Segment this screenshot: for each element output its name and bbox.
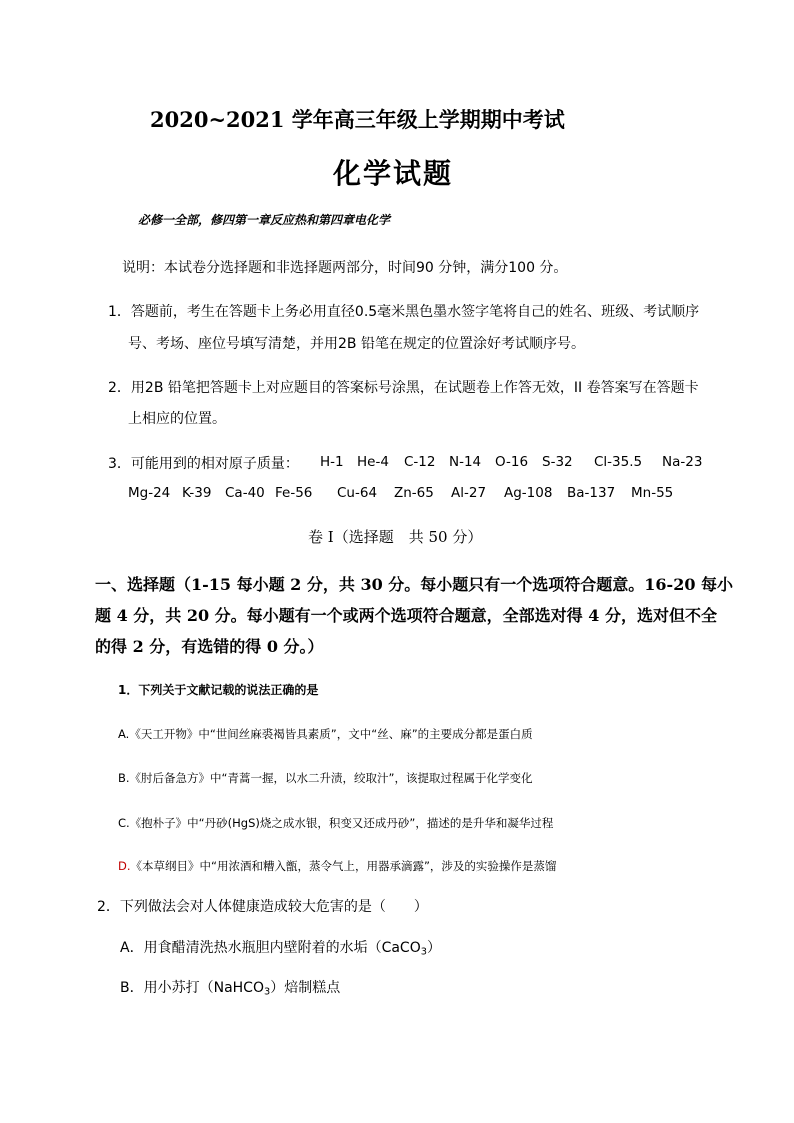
atomic-mass: Ca-40	[225, 485, 265, 501]
subscript: 3	[263, 986, 271, 998]
atomic-mass: S-32	[542, 454, 573, 470]
atomic-mass: Mg-24	[128, 485, 171, 501]
option-text-close: ）	[426, 940, 441, 956]
instruction-2-line-2: 上相应的位置。	[128, 411, 226, 427]
atomic-mass: K-39	[182, 485, 212, 501]
atomic-mass: Cu-64	[337, 485, 378, 501]
atomic-mass: He-4	[357, 454, 389, 470]
atomic-mass: Al-27	[451, 485, 487, 501]
atomic-mass: C-12	[404, 454, 436, 470]
exam-title: 2020~2021 学年高三年级上学期期中考试	[150, 107, 565, 132]
option-text: 《天工开物》中“世间丝麻裘褐皆具素质”，文中“丝、麻”的主要成分都是蛋白质	[129, 727, 533, 741]
subscript: 3	[420, 946, 427, 958]
atomic-mass: Ba-137	[567, 485, 616, 501]
question-2-option-a	[120, 937, 441, 957]
atomic-mass: Cl-35.5	[594, 454, 643, 470]
question-1-stem: 1．下列关于文献记载的说法正确的是	[118, 683, 319, 697]
question-1-option-a	[118, 726, 533, 742]
part-instruction-line-2: 题 4 分，共 20 分。每小题有一个或两个选项符合题意，全部选对得 4 分，选对但不全	[95, 606, 717, 625]
atomic-mass: Ag-108	[504, 485, 553, 501]
atomic-mass: N-14	[449, 454, 482, 470]
option-text: 《肘后备急方》中“青蒿一握，以水二升渍，绞取汁”，该提取过程属于化学变化	[129, 771, 533, 785]
option-text: B．用小苏打（NaHCO	[120, 980, 264, 996]
exam-subject-title: 化学试题	[333, 157, 454, 190]
atomic-mass: Zn-65	[394, 485, 434, 501]
instruction-3-prefix: 3．可能用到的相对原子质量：	[108, 456, 299, 472]
instruction-1-line-1: 1．答题前，考生在答题卡上务必用直径0.5毫米黑色墨水签字笔将自己的姓名、班级、考试顺序	[108, 304, 700, 320]
atomic-mass: O-16	[495, 454, 529, 470]
question-1-option-c	[118, 815, 553, 831]
atomic-mass: Fe-56	[275, 485, 313, 501]
question-1-option-d	[118, 858, 556, 874]
part-instruction-line-1: 一、选择题（1-15 每小题 2 分，共 30 分。每小题只有一个选项符合题意。16-20 每小	[95, 575, 734, 594]
option-text: 《本草纲目》中“用浓酒和糟入甑，蒸令气上，用器承滴露”，涉及的实验操作是蒸馏	[130, 859, 557, 873]
atomic-mass: H-1	[320, 454, 344, 470]
option-letter: B.	[118, 771, 130, 785]
option-letter: D.	[118, 859, 131, 873]
option-text: 《抱朴子》中“丹砂(HgS)烧之成水银，积变又还成丹砂”，描述的是升华和凝华过程	[129, 816, 554, 830]
question-2-stem: 2．下列做法会对人体健康造成较大危害的是（ ）	[97, 899, 428, 915]
option-text: A．用食醋清洗热水瓶胆内壁附着的水垢（CaCO	[120, 940, 421, 956]
instruction-2-line-1: 2．用2B 铅笔把答题卡上对应题目的答案标号涂黑，在试题卷上作答无效，II 卷答案写在答题卡	[108, 380, 699, 396]
exam-scope: 必修一全部，修四第一章反应热和第四章电化学	[138, 213, 391, 227]
part-instruction-line-3: 的得 2 分，有选错的得 0 分。）	[95, 637, 324, 656]
question-1-option-b	[118, 770, 532, 786]
option-letter: A.	[118, 727, 130, 741]
atomic-mass: Mn-55	[631, 485, 674, 501]
exam-note: 说明：本试卷分选择题和非选择题两部分，时间90 分钟，满分100 分。	[122, 260, 568, 276]
question-2-option-b	[120, 977, 340, 997]
atomic-mass: Na-23	[662, 454, 703, 470]
option-letter: C.	[118, 816, 130, 830]
option-text-close: ）焙制糕点	[270, 980, 341, 996]
section-heading: 卷 I（选择题 共 50 分）	[308, 528, 483, 546]
instruction-1-line-2: 号、考场、座位号填写清楚，并用2B 铅笔在规定的位置涂好考试顺序号。	[128, 336, 585, 352]
